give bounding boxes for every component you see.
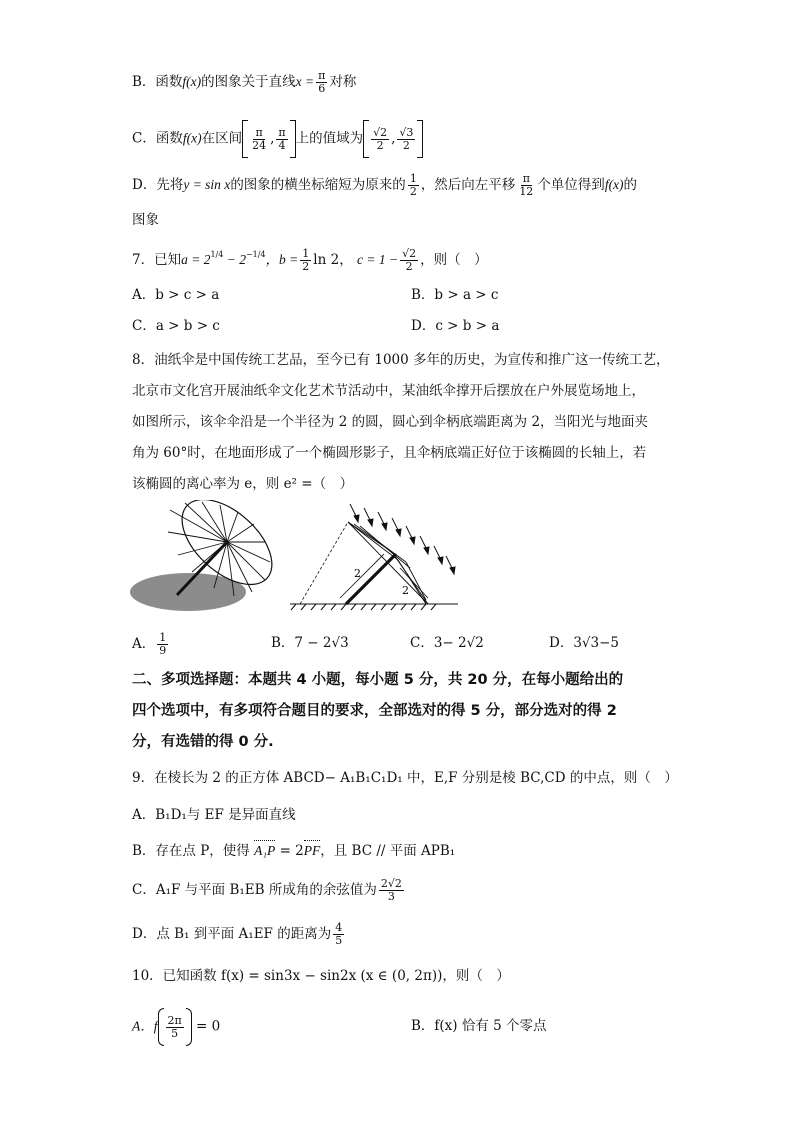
q9-stem: 9．在棱长为 2 的正方体 ABCD− A₁B₁C₁D₁ 中，E,F 分别是棱 BC,CD 的中点，则（ ） <box>132 770 678 786</box>
option-text: 上的值域为 <box>295 130 364 147</box>
fraction <box>400 248 418 273</box>
denominator: 2 <box>376 138 384 152</box>
section-heading-line-3: 分，有选错的得 0 分. <box>132 734 274 750</box>
denominator: 9 <box>159 644 167 657</box>
q9-option-d <box>132 922 346 947</box>
fraction <box>276 127 287 152</box>
q6-option-d <box>132 173 637 198</box>
fraction <box>408 173 419 198</box>
option-text: C．A₁F 与平面 B₁EB 所成角的余弦值为 <box>132 882 377 898</box>
fraction <box>397 127 415 152</box>
option-text: D．先将 <box>132 177 184 193</box>
denominator: 12 <box>519 185 534 198</box>
q8-line-4: 角为 60°时，在地面形成了一个椭圆形影子，且伞柄底端正好位于该椭圆的长轴上，若 <box>132 445 647 461</box>
q7-option-a: A．b > c > a <box>132 287 220 303</box>
denominator: 2 <box>402 138 410 152</box>
sunlight-arrows <box>350 504 455 574</box>
left-bracket <box>242 120 248 158</box>
exponent: 1/4 <box>210 250 224 259</box>
option-label: A． <box>132 636 156 652</box>
denominator: 2 <box>302 260 310 273</box>
ground-line <box>290 604 458 610</box>
denominator: 4 <box>278 138 286 152</box>
numerator: 1 <box>409 172 417 185</box>
numerator: 1 <box>302 247 310 260</box>
q8-option-c: C．3− 2√2 <box>410 635 484 651</box>
option-text: 在区间 <box>201 130 243 147</box>
left-bracket <box>363 120 369 158</box>
q8-line-1: 8．油纸伞是中国传统工艺品，至今已有 1000 多年的历史，为宣传和推广这一传统工艺， <box>132 352 670 368</box>
comma: , <box>391 130 396 147</box>
comma: , <box>270 130 275 147</box>
numerator: 1 <box>159 631 167 644</box>
right-bracket <box>417 120 423 158</box>
option-text: B．函数 <box>132 74 183 90</box>
math-c: c = 1 − <box>357 252 399 267</box>
math-b: ，b = <box>265 252 299 267</box>
option-text: D．点 B₁ 到平面 A₁EF 的距离为 <box>132 926 332 942</box>
numerator: 2π <box>167 1013 182 1027</box>
q9-option-b <box>132 841 455 861</box>
numerator: π <box>522 172 530 185</box>
math-fx: f(x) <box>182 130 202 146</box>
fraction <box>371 127 389 152</box>
fraction <box>166 1015 184 1040</box>
vector: A₁P <box>254 841 275 861</box>
q8-option-a <box>132 632 170 657</box>
fraction <box>300 248 311 273</box>
denominator: 5 <box>171 1026 179 1040</box>
option-text: 个单位得到 <box>537 177 605 193</box>
math-b: ln 2， <box>313 252 353 268</box>
dimension-line <box>340 554 384 598</box>
q9-option-a: A．B₁D₁与 EF 是异面直线 <box>132 807 296 823</box>
numerator: √3 <box>399 125 414 139</box>
stem-text: ，则（ ） <box>420 252 488 268</box>
stem-text: 7．已知 <box>132 252 182 268</box>
option-text: = 0 <box>191 1018 221 1035</box>
numerator: 2√2 <box>380 877 402 890</box>
q10-option-b: B．f(x) 恰有 5 个零点 <box>411 1018 547 1034</box>
option-text: 的图象关于直线 <box>201 74 296 90</box>
numerator: π <box>255 125 263 139</box>
section-heading-line-1: 二、多项选择题：本题共 4 小题，每小题 5 分，共 20 分，在每小题给出的 <box>132 672 624 688</box>
q6-option-c <box>132 120 423 158</box>
left-paren <box>158 1008 164 1046</box>
q7-stem <box>132 245 488 273</box>
q8-option-d: D．3√3−5 <box>549 635 620 651</box>
denominator: 2 <box>409 185 417 198</box>
option-text: = 2 <box>275 843 304 859</box>
numerator: √2 <box>402 247 417 260</box>
denominator: 24 <box>252 138 267 152</box>
q8-line-5: 该椭圆的离心率为 e，则 e² =（ ） <box>132 476 354 492</box>
option-text: B．存在点 P，使得 <box>132 843 255 859</box>
option-text: 的 <box>623 177 638 193</box>
option-text: 对称 <box>329 74 357 90</box>
q6-option-d-cont: 图象 <box>132 212 159 228</box>
fraction <box>333 922 344 947</box>
option-text: ，且 BC // 平面 APB₁ <box>320 843 456 859</box>
denominator: 3 <box>387 890 395 903</box>
q8-option-b: B．7 − 2√3 <box>271 635 349 651</box>
umbrella-figure <box>130 500 280 615</box>
dashed-ray <box>300 522 348 604</box>
fraction <box>157 632 168 657</box>
numerator: 4 <box>335 921 343 934</box>
math-a: − 2 <box>223 252 246 267</box>
option-text: ，然后向左平移 <box>420 177 516 193</box>
numerator: √2 <box>373 125 388 139</box>
q8-line-2: 北京市文化宫开展油纸伞文化艺术节活动中，某油纸伞撑开后摆放在户外展览场地上， <box>132 383 645 399</box>
math-fx: f(x) <box>182 74 202 89</box>
option-text: C．函数 <box>132 130 183 147</box>
vector: PF <box>304 841 321 861</box>
length-label: 2 <box>354 567 361 580</box>
numerator: π <box>278 125 286 139</box>
length-label: 2 <box>402 584 409 597</box>
denominator: 5 <box>335 934 343 947</box>
option-text: A．f <box>132 1018 158 1034</box>
q10-stem: 10．已知函数 f(x) = sin3x − sin2x (x ∈ (0, 2π))，则（ ） <box>132 968 510 984</box>
fraction <box>517 173 535 198</box>
math-fx: f(x) <box>604 177 624 192</box>
math-a: a = 2 <box>181 252 211 267</box>
option-text: 的图象的横坐标缩短为原来的 <box>230 177 406 193</box>
q7-option-b: B．b > a > c <box>411 287 499 303</box>
q8-line-3: 如图所示，该伞伞沿是一个半径为 2 的圆，圆心到伞柄底端距离为 2，当阳光与地面夹 <box>132 414 649 430</box>
fraction <box>379 878 404 903</box>
fraction <box>316 70 327 95</box>
exponent: −1/4 <box>245 250 266 259</box>
q6-option-b <box>132 70 356 95</box>
denominator: 2 <box>405 260 413 273</box>
numerator: π <box>318 69 326 82</box>
math-expression: y = sin x <box>183 177 231 192</box>
denominator: 6 <box>318 82 326 95</box>
q7-option-d: D．c > b > a <box>411 318 500 334</box>
math-x: x = <box>295 74 315 89</box>
q9-option-c <box>132 878 406 903</box>
section-heading-line-2: 四个选项中，有多项符合题目的要求，全部选对的得 5 分，部分选对的得 2 <box>132 703 617 719</box>
fraction <box>250 127 268 152</box>
q7-option-c: C．a > b > c <box>132 318 220 334</box>
geometry-diagram <box>288 500 468 615</box>
q10-option-a <box>132 1008 220 1046</box>
